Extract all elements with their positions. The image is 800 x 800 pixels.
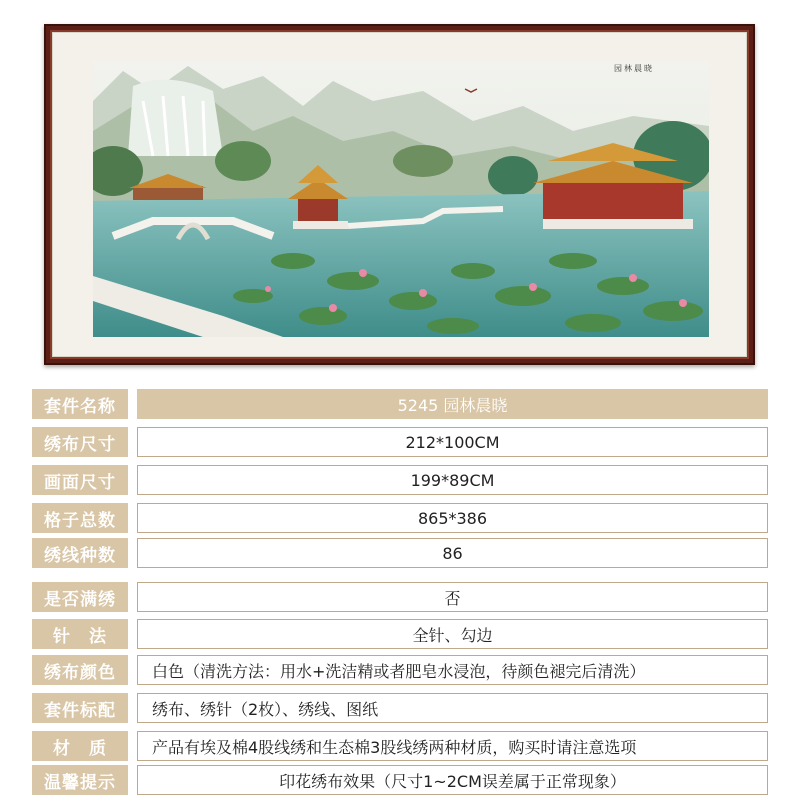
spec-value: 印花绣布效果（尺寸1~2CM误差属于正常现象） bbox=[137, 765, 768, 795]
spec-value: 白色（清洗方法：用水+洗洁精或者肥皂水浸泡，待颜色褪完后清洗） bbox=[137, 655, 768, 685]
spec-row-fabric-size bbox=[32, 427, 768, 457]
spec-label: 套件名称 bbox=[32, 389, 128, 419]
garden-landscape-image bbox=[93, 61, 709, 337]
spec-row-thread-colors bbox=[32, 538, 768, 568]
spec-row-kit-contents bbox=[32, 693, 768, 723]
spec-value: 否 bbox=[137, 582, 768, 612]
spec-label: 针 法 bbox=[32, 619, 128, 649]
spec-label: 格子总数 bbox=[32, 503, 128, 533]
spec-label: 绣布尺寸 bbox=[32, 427, 128, 457]
spec-label: 材 质 bbox=[32, 731, 128, 761]
spec-row-stitch bbox=[32, 619, 768, 649]
spec-value: 全针、勾边 bbox=[137, 619, 768, 649]
painting-mat bbox=[52, 32, 747, 357]
landscape-painting bbox=[93, 61, 709, 337]
spec-label: 绣布颜色 bbox=[32, 655, 128, 685]
spec-value: 5245 园林晨晓 bbox=[137, 389, 768, 419]
spec-label: 套件标配 bbox=[32, 693, 128, 723]
spec-row-material bbox=[32, 731, 768, 761]
spec-value: 产品有埃及棉4股线绣和生态棉3股线绣两种材质，购买时请注意选项 bbox=[137, 731, 768, 761]
spec-row-fabric-color bbox=[32, 655, 768, 685]
spec-value: 86 bbox=[137, 538, 768, 568]
painting-inscription: 园林晨晓 bbox=[614, 64, 654, 73]
frame-liner bbox=[50, 30, 749, 359]
painting-frame bbox=[44, 24, 755, 365]
spec-row-full-embroidery bbox=[32, 582, 768, 612]
spec-value: 212*100CM bbox=[137, 427, 768, 457]
spec-row-kit-name bbox=[32, 389, 768, 419]
spec-row-image-size bbox=[32, 465, 768, 495]
spec-value: 199*89CM bbox=[137, 465, 768, 495]
spec-label: 是否满绣 bbox=[32, 582, 128, 612]
spec-label: 温馨提示 bbox=[32, 765, 128, 795]
spec-row-grid-count bbox=[32, 503, 768, 533]
spec-label: 画面尺寸 bbox=[32, 465, 128, 495]
spec-value: 绣布、绣针（2枚）、绣线、图纸 bbox=[137, 693, 768, 723]
spec-value: 865*386 bbox=[137, 503, 768, 533]
spec-label: 绣线种数 bbox=[32, 538, 128, 568]
spec-row-notice bbox=[32, 765, 768, 795]
